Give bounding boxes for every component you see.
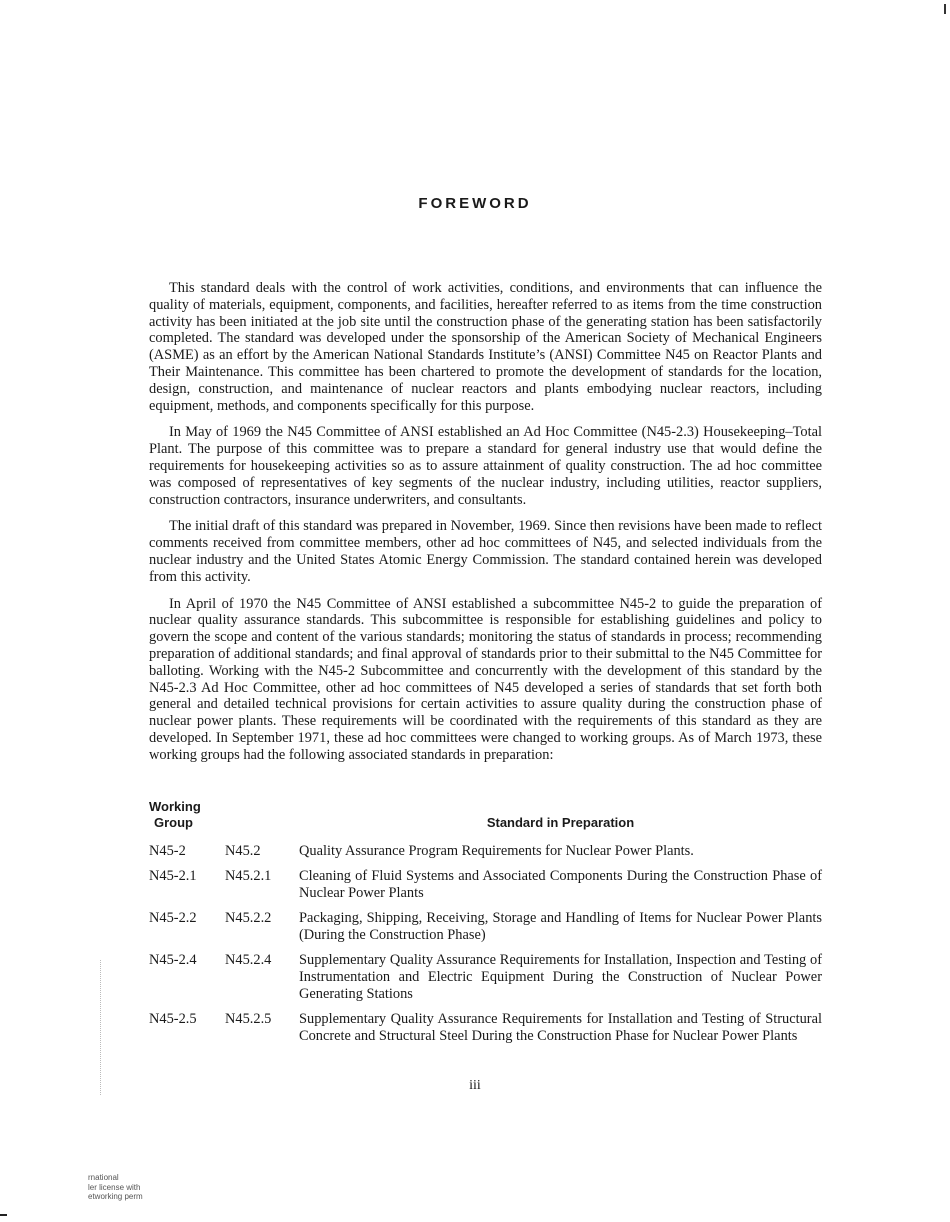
working-group-cell: N45-2 [149, 843, 186, 859]
footer-line: etworking perm [88, 1192, 143, 1201]
standard-number-cell: N45.2 [225, 843, 261, 859]
standard-description-cell: Cleaning of Fluid Systems and Associated Components During the Construction Phase of Nuclear Power Plants [299, 868, 822, 901]
table-header [149, 799, 822, 835]
standard-description-cell: Packaging, Shipping, Receiving, Storage and Handling of Items for Nuclear Power Plants (During the Construction Phase) [299, 910, 822, 943]
paragraph: In April of 1970 the N45 Committee of ANSI established a subcommittee N45-2 to guide the preparation of nuclear quality assurance standards. This subcommittee is responsible for establishing guidelines and policy to govern the scope and content of the various standards; monitoring the status of standards in process; recommending preparation of additional standards; and final approval of standards prior to their submittal to the N45 Committee for balloting. Working with the N45-2 Subcommittee and concurrently with the development of this standard by the N45-2.3 Ad Hoc Committee, other ad hoc committees of N45 developed a series of standards that set forth both general and detailed technical provisions for certain activities to assure quality during the construction phase of nuclear power plants. These requirements will be coordinated with the requirements of this standard as they are developed. In September 1971, these ad hoc committees were changed to working groups. As of March 1973, these working groups had the following associated standards in preparation: [149, 595, 822, 763]
footer-line: ler license with [88, 1182, 141, 1192]
footer-license-note [88, 1173, 143, 1202]
table-row [149, 1011, 822, 1045]
standard-description-cell: Quality Assurance Program Requirements for Nuclear Power Plants. [299, 843, 694, 859]
working-group-cell: N45-2.1 [149, 868, 197, 884]
paragraph: The initial draft of this standard was prepared in November, 1969. Since then revisions have been made to reflect comments received from committee members, other ad hoc committees of N45, and selected individuals from the nuclear industry and the United States Atomic Energy Commission. The standard contained herein was developed from this activity. [149, 518, 822, 585]
working-group-header-line2: Group [154, 815, 193, 830]
table-row [149, 910, 822, 944]
standards-table [149, 799, 822, 1045]
standard-number-cell: N45.2.4 [225, 952, 272, 968]
table-row [149, 952, 822, 1003]
foreword-body [149, 280, 822, 774]
scan-artifact-dots [100, 960, 102, 1095]
standard-number-cell: N45.2.1 [225, 868, 272, 884]
edge-mark [0, 1214, 7, 1216]
page-title: FOREWORD [418, 195, 532, 212]
paragraph: In May of 1969 the N45 Committee of ANSI established an Ad Hoc Committee (N45-2.3) Housekeeping–Total Plant. The purpose of this committee was to prepare a standard for general industry use that would define the requirements for housekeeping activities so as to assure attainment of quality construction. The ad hoc committee was composed of representatives of key segments of the nuclear industry, including utilities, reactor suppliers, construction contractors, insurance underwriters, and consultants. [149, 424, 822, 508]
standard-description-cell: Supplementary Quality Assurance Requirements for Installation and Testing of Structural Concrete and Structural Steel During the Construction Phase for Nuclear Power Plants [299, 1011, 822, 1044]
working-group-cell: N45-2.5 [149, 1011, 197, 1027]
standard-description-cell: Supplementary Quality Assurance Requirements for Installation, Inspection and Testing of Instrumentation and Electric Equipment During the Construction of Nuclear Power Generating Stations [299, 952, 822, 1002]
standard-header: Standard in Preparation [486, 815, 635, 830]
working-group-cell: N45-2.2 [149, 910, 197, 926]
paragraph: This standard deals with the control of work activities, conditions, and environments that can influence the quality of materials, equipment, components, and facilities, hereafter referred to as items from the time construction activity has been initiated at the job site until the construction phase of the generating station has been satisfactorily completed. The standard was developed under the sponsorship of the American Society of Mechanical Engineers (ASME) as an effort by the American National Standards Institute’s (ANSI) Committee N45 on Reactor Plants and Their Maintenance. This committee has been chartered to promote the development of standards for the location, design, construction, and maintenance of nuclear reactors and plants embodying nuclear reactors, including equipment, methods, and components specifically for this purpose. [149, 280, 822, 414]
page-number: iii [469, 1078, 481, 1093]
corner-mark [944, 4, 946, 14]
working-group-header-line1: Working [149, 799, 201, 814]
standard-number-cell: N45.2.2 [225, 910, 272, 926]
table-row [149, 843, 822, 860]
standard-number-cell: N45.2.5 [225, 1011, 272, 1027]
footer-line: rnational [88, 1173, 119, 1182]
working-group-cell: N45-2.4 [149, 952, 197, 968]
table-row [149, 868, 822, 902]
working-group-header [149, 799, 201, 831]
